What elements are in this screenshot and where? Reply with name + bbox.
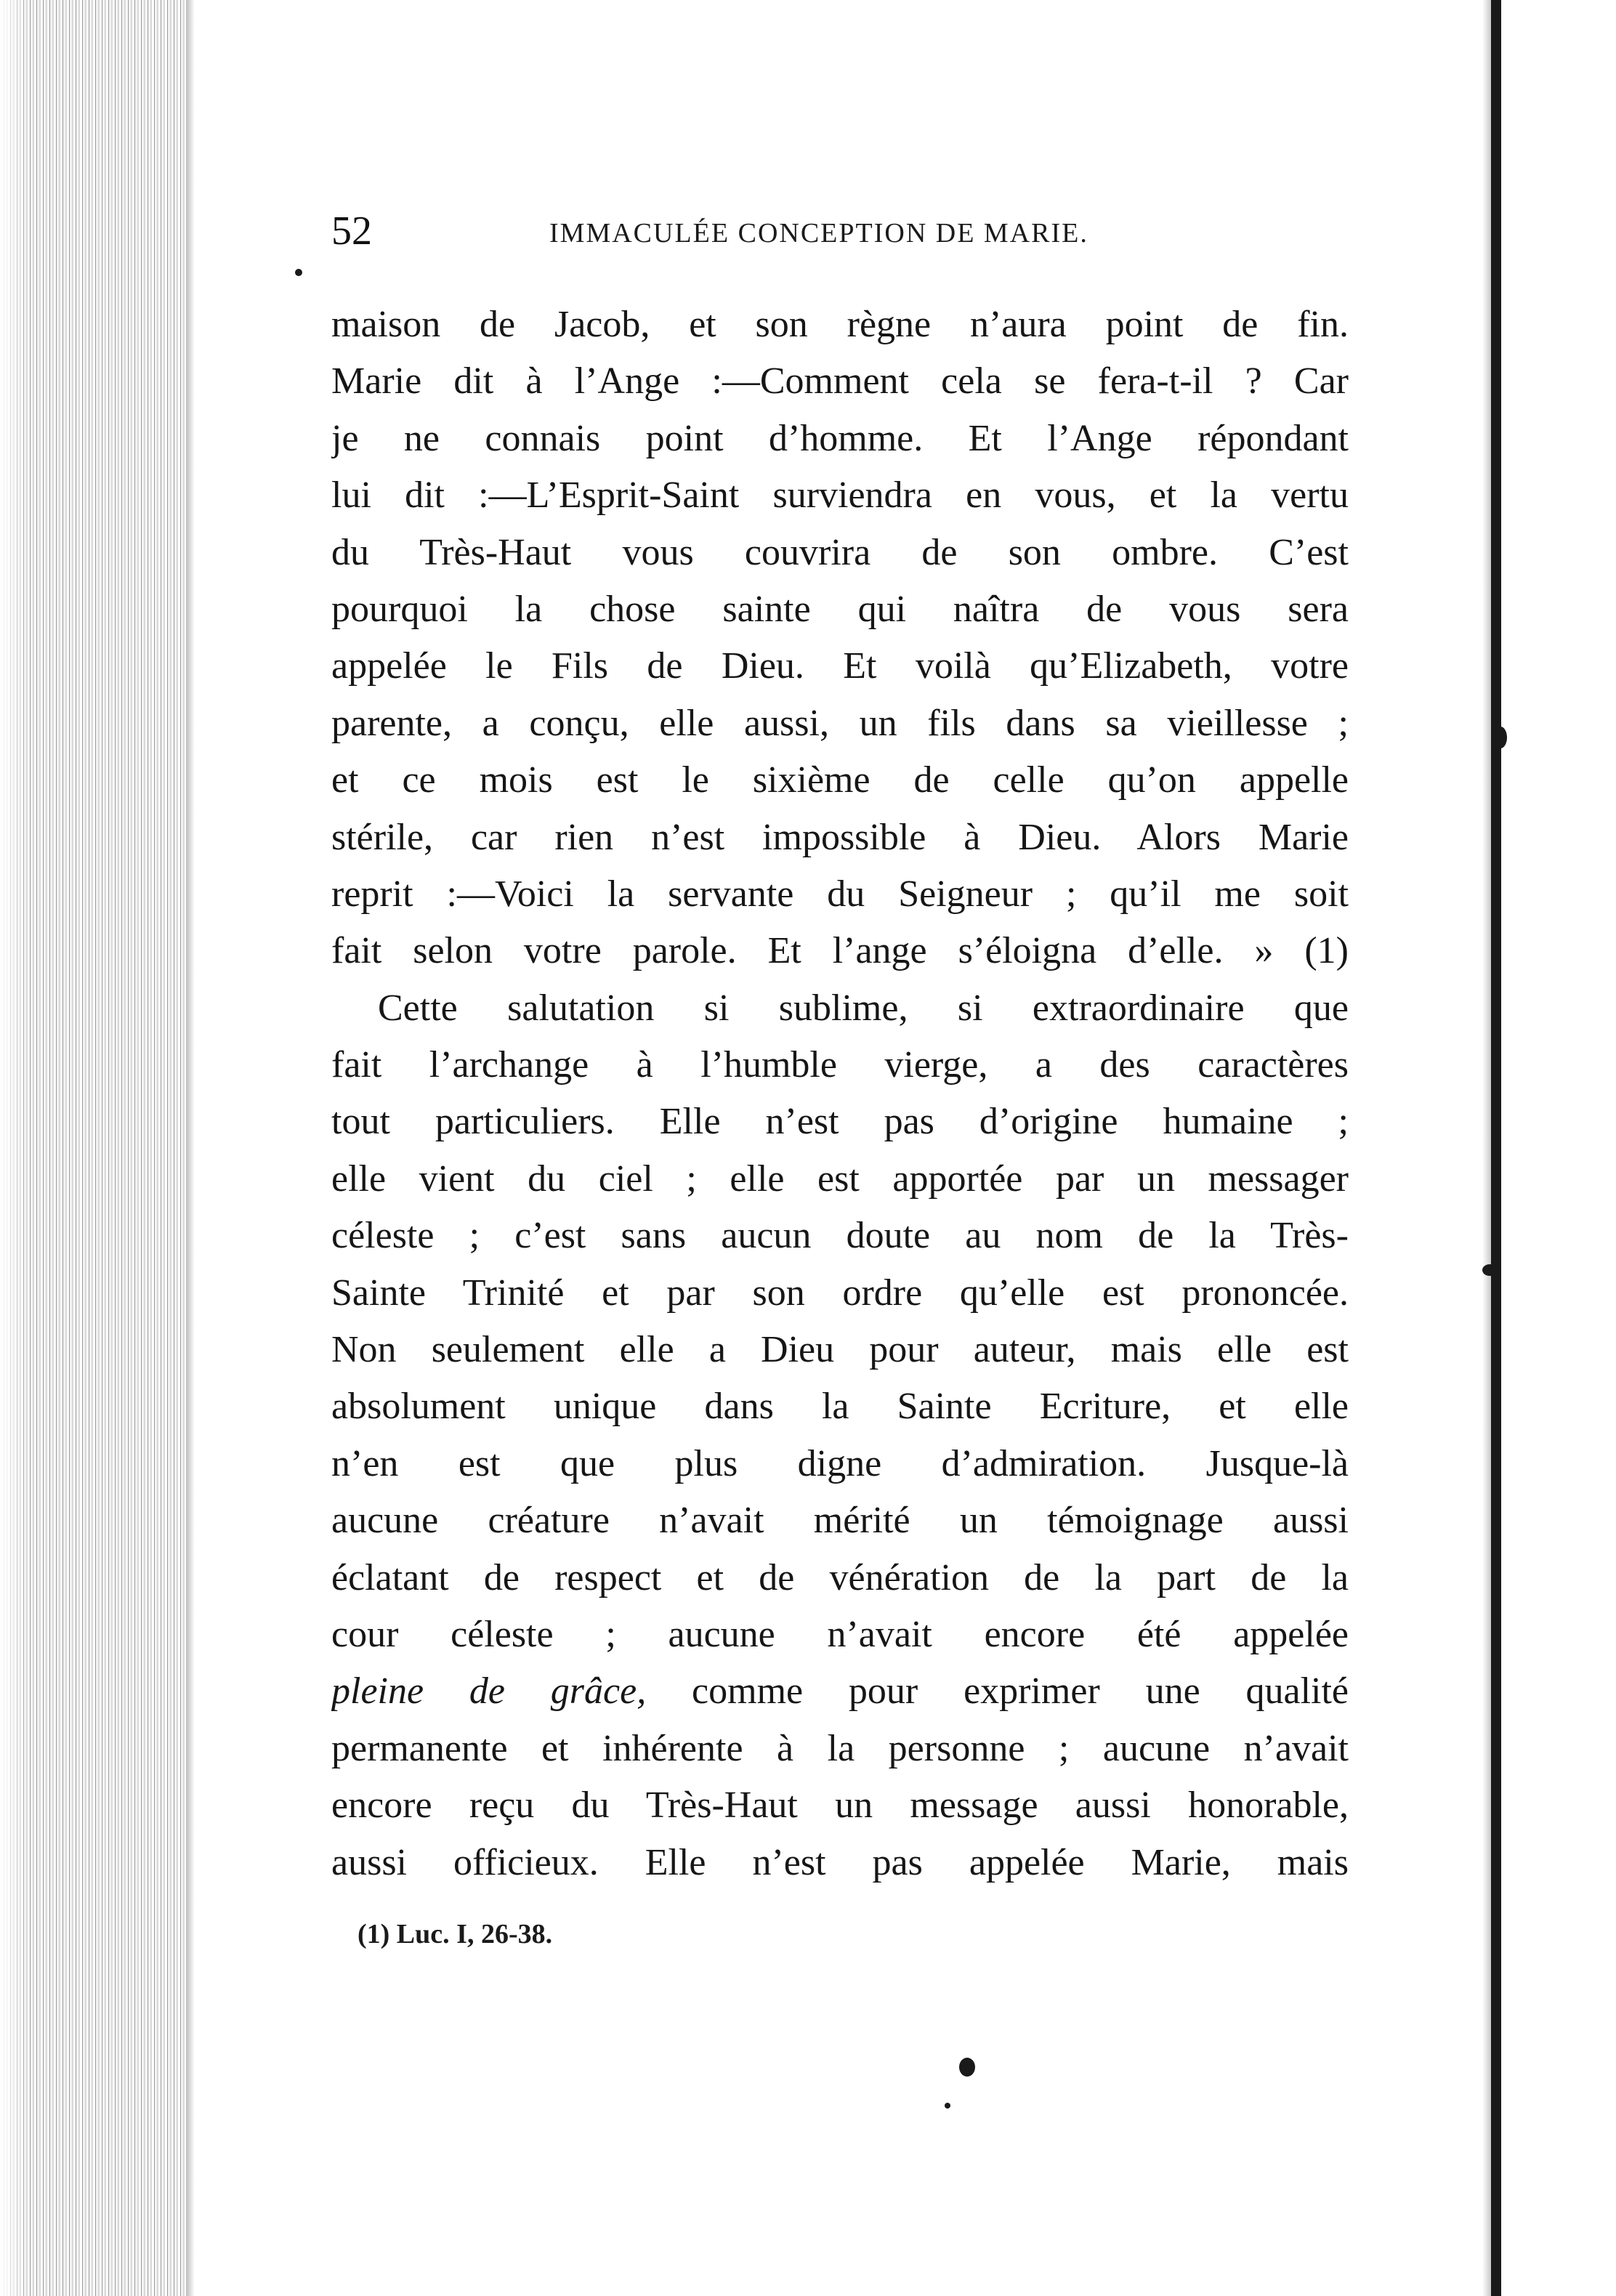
- text-line: stérile, car rien n’est impossible à Dieu. Alors Marie: [331, 816, 1349, 858]
- text-line: du Très-Haut vous couvrira de son ombre. C’est: [331, 531, 1349, 573]
- ink-speck: [1494, 727, 1507, 748]
- text-line: parente, a conçu, elle aussi, un fils dans sa vieillesse ;: [331, 702, 1349, 744]
- text-line: aussi officieux. Elle n’est pas appelée Marie, mais: [331, 1841, 1349, 1883]
- text-line: Non seulement elle a Dieu pour auteur, mais elle est: [331, 1329, 1349, 1371]
- text-line: et ce mois est le sixième de celle qu’on appelle: [331, 759, 1349, 801]
- ink-speck: [295, 269, 302, 276]
- text-line: lui dit :—L’Esprit-Saint surviendra en vous, et la vertu: [331, 474, 1349, 517]
- text-line: absolument unique dans la Sainte Ecriture, et elle: [331, 1386, 1349, 1428]
- text-line: Sainte Trinité et par son ordre qu’elle est prononcée.: [331, 1272, 1349, 1314]
- page-block-edge: [0, 0, 195, 2296]
- text-line: encore reçu du Très-Haut un message aussi honorable,: [331, 1784, 1349, 1827]
- text-line: reprit :—Voici la servante du Seigneur ; qu’il me soit: [331, 873, 1349, 915]
- text-line: pourquoi la chose sainte qui naîtra de vous sera: [331, 588, 1349, 630]
- text-line: fait l’archange à l’humble vierge, a des caractères: [331, 1044, 1349, 1086]
- text-line: Marie dit à l’Ange :—Comment cela se fera-t-il ? Car: [331, 360, 1349, 403]
- text-line: tout particuliers. Elle n’est pas d’origine humaine ;: [331, 1101, 1349, 1143]
- text-line: maison de Jacob, et son règne n’aura point de fin.: [331, 304, 1349, 345]
- page-number: 52: [331, 209, 372, 254]
- footnote: (1) Luc. I, 26-38.: [357, 1919, 553, 1949]
- text-line: permanente et inhérente à la personne ; aucune n’avait: [331, 1727, 1349, 1769]
- text-line: aucune créature n’avait mérité un témoignage aussi: [331, 1500, 1349, 1542]
- text-line: cour céleste ; aucune n’avait encore été appelée: [331, 1613, 1349, 1655]
- text-line: n’en est que plus digne d’admiration. Jusque-là: [331, 1442, 1349, 1484]
- text-line: fait selon votre parole. Et l’ange s’éloigna d’elle. » (1): [331, 930, 1349, 972]
- ink-speck: [1482, 1264, 1497, 1276]
- binding-edge: [1491, 0, 1501, 2296]
- binding-shadow: [1482, 0, 1491, 2296]
- ink-speck: [945, 2103, 950, 2109]
- text-line: je ne connais point d’homme. Et l’Ange répondant: [331, 417, 1349, 459]
- text-line: éclatant de respect et de vénération de la part de la: [331, 1556, 1349, 1598]
- text-line: appelée le Fils de Dieu. Et voilà qu’Elizabeth, votre: [331, 645, 1349, 687]
- italic-line-rest: comme pour exprimer une qualité: [646, 1670, 1349, 1713]
- text-line: elle vient du ciel ; elle est apportée par un messager: [331, 1157, 1349, 1200]
- running-head: [331, 202, 1349, 260]
- paragraph-start-line: Cette salutation si sublime, si extraordinaire que: [378, 987, 1349, 1029]
- ink-speck: [959, 2058, 975, 2077]
- running-title: IMMACULÉE CONCEPTION DE MARIE.: [549, 218, 1088, 248]
- body-text: [331, 296, 1349, 1891]
- text-line-italic: [331, 1663, 1349, 1720]
- italic-phrase: pleine de grâce,: [331, 1670, 647, 1713]
- text-line: céleste ; c’est sans aucun doute au nom de la Très-: [331, 1215, 1349, 1257]
